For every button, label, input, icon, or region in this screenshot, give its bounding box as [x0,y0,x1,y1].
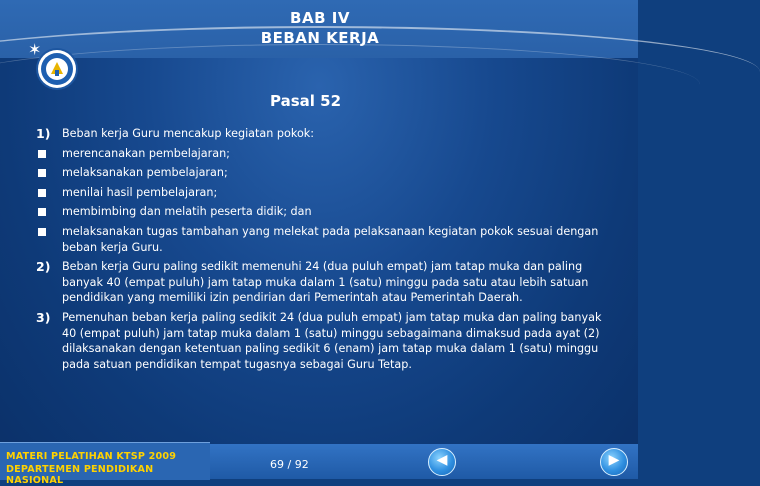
bullet-item [36,224,606,255]
bullet-icon [38,189,46,197]
bullet-icon [38,208,46,216]
page-counter: 69 / 92 [270,458,309,471]
next-slide-button[interactable] [600,448,628,476]
bullet-item [36,204,606,220]
paragraph-3 [36,310,606,372]
footer-label-box [0,442,210,486]
bullet-text: membimbing dan melatih peserta didik; dan [62,205,312,219]
bullet-item [36,185,606,201]
sparkle-icon: ✶ [28,40,42,59]
bullet-icon [38,150,46,158]
title-line-2: BEBAN KERJA [260,29,380,47]
paragraph-text: Pemenuhan beban kerja paling sedikit 24 (dua puluh empat) jam tatap muka dan paling banyak 40 (empat puluh) jam tatap muka dalam 1 (satu) minggu sebagaimana dimaksud pada ayat (2) dilaksanakan dengan ketentuan paling sedikit 6 (enam) jam tatap muka dalam 1 (satu) minggu pada satuan pendidikan tempat tugasnya sebagai Guru Tetap. [62,310,602,371]
bullet-icon [38,169,46,177]
bullet-text: menilai hasil pembelajaran; [62,185,218,199]
footer-line-2: DEPARTEMEN PENDIDIKAN NASIONAL [6,464,154,486]
paragraph-number: 3) [36,309,51,325]
ministry-logo [38,50,76,88]
paragraph-text: Beban kerja Guru mencakup kegiatan pokok: [62,127,315,140]
decorative-arc-inner [0,44,700,125]
arrow-right-icon: ▶ [608,452,620,468]
bullet-item [36,165,606,181]
bullet-text: merencanakan pembelajaran; [62,146,230,160]
prev-slide-button[interactable] [428,448,456,476]
paragraph-number: 1) [36,126,51,141]
bullet-icon [38,228,46,236]
article-heading: Pasal 52 [270,92,342,110]
paragraph-1 [36,126,606,142]
slide-title [200,8,440,48]
title-line-1: BAB IV [290,9,350,27]
bullet-item [36,146,606,162]
paragraph-2 [36,259,606,306]
bullet-text: melaksanakan tugas tambahan yang melekat pada pelaksanaan kegiatan pokok sesuai dengan beban kerja Guru. [62,224,599,254]
paragraph-number: 2) [36,259,51,275]
bullet-text: melaksanakan pembelajaran; [62,166,228,180]
arrow-left-icon: ◀ [436,452,448,468]
slide-content [36,126,606,376]
footer-line-1: MATERI PELATIHAN KTSP 2009 [6,451,177,462]
paragraph-text: Beban kerja Guru paling sedikit memenuhi 24 (dua puluh empat) jam tatap muka dan paling banyak 40 (empat puluh) jam tatap muka dalam 1 (satu) minggu pada satu atau lebih satuan pendidikan yang memiliki izin pendirian dari Pemerintah atau Pemerintah Daerah. [62,260,589,305]
